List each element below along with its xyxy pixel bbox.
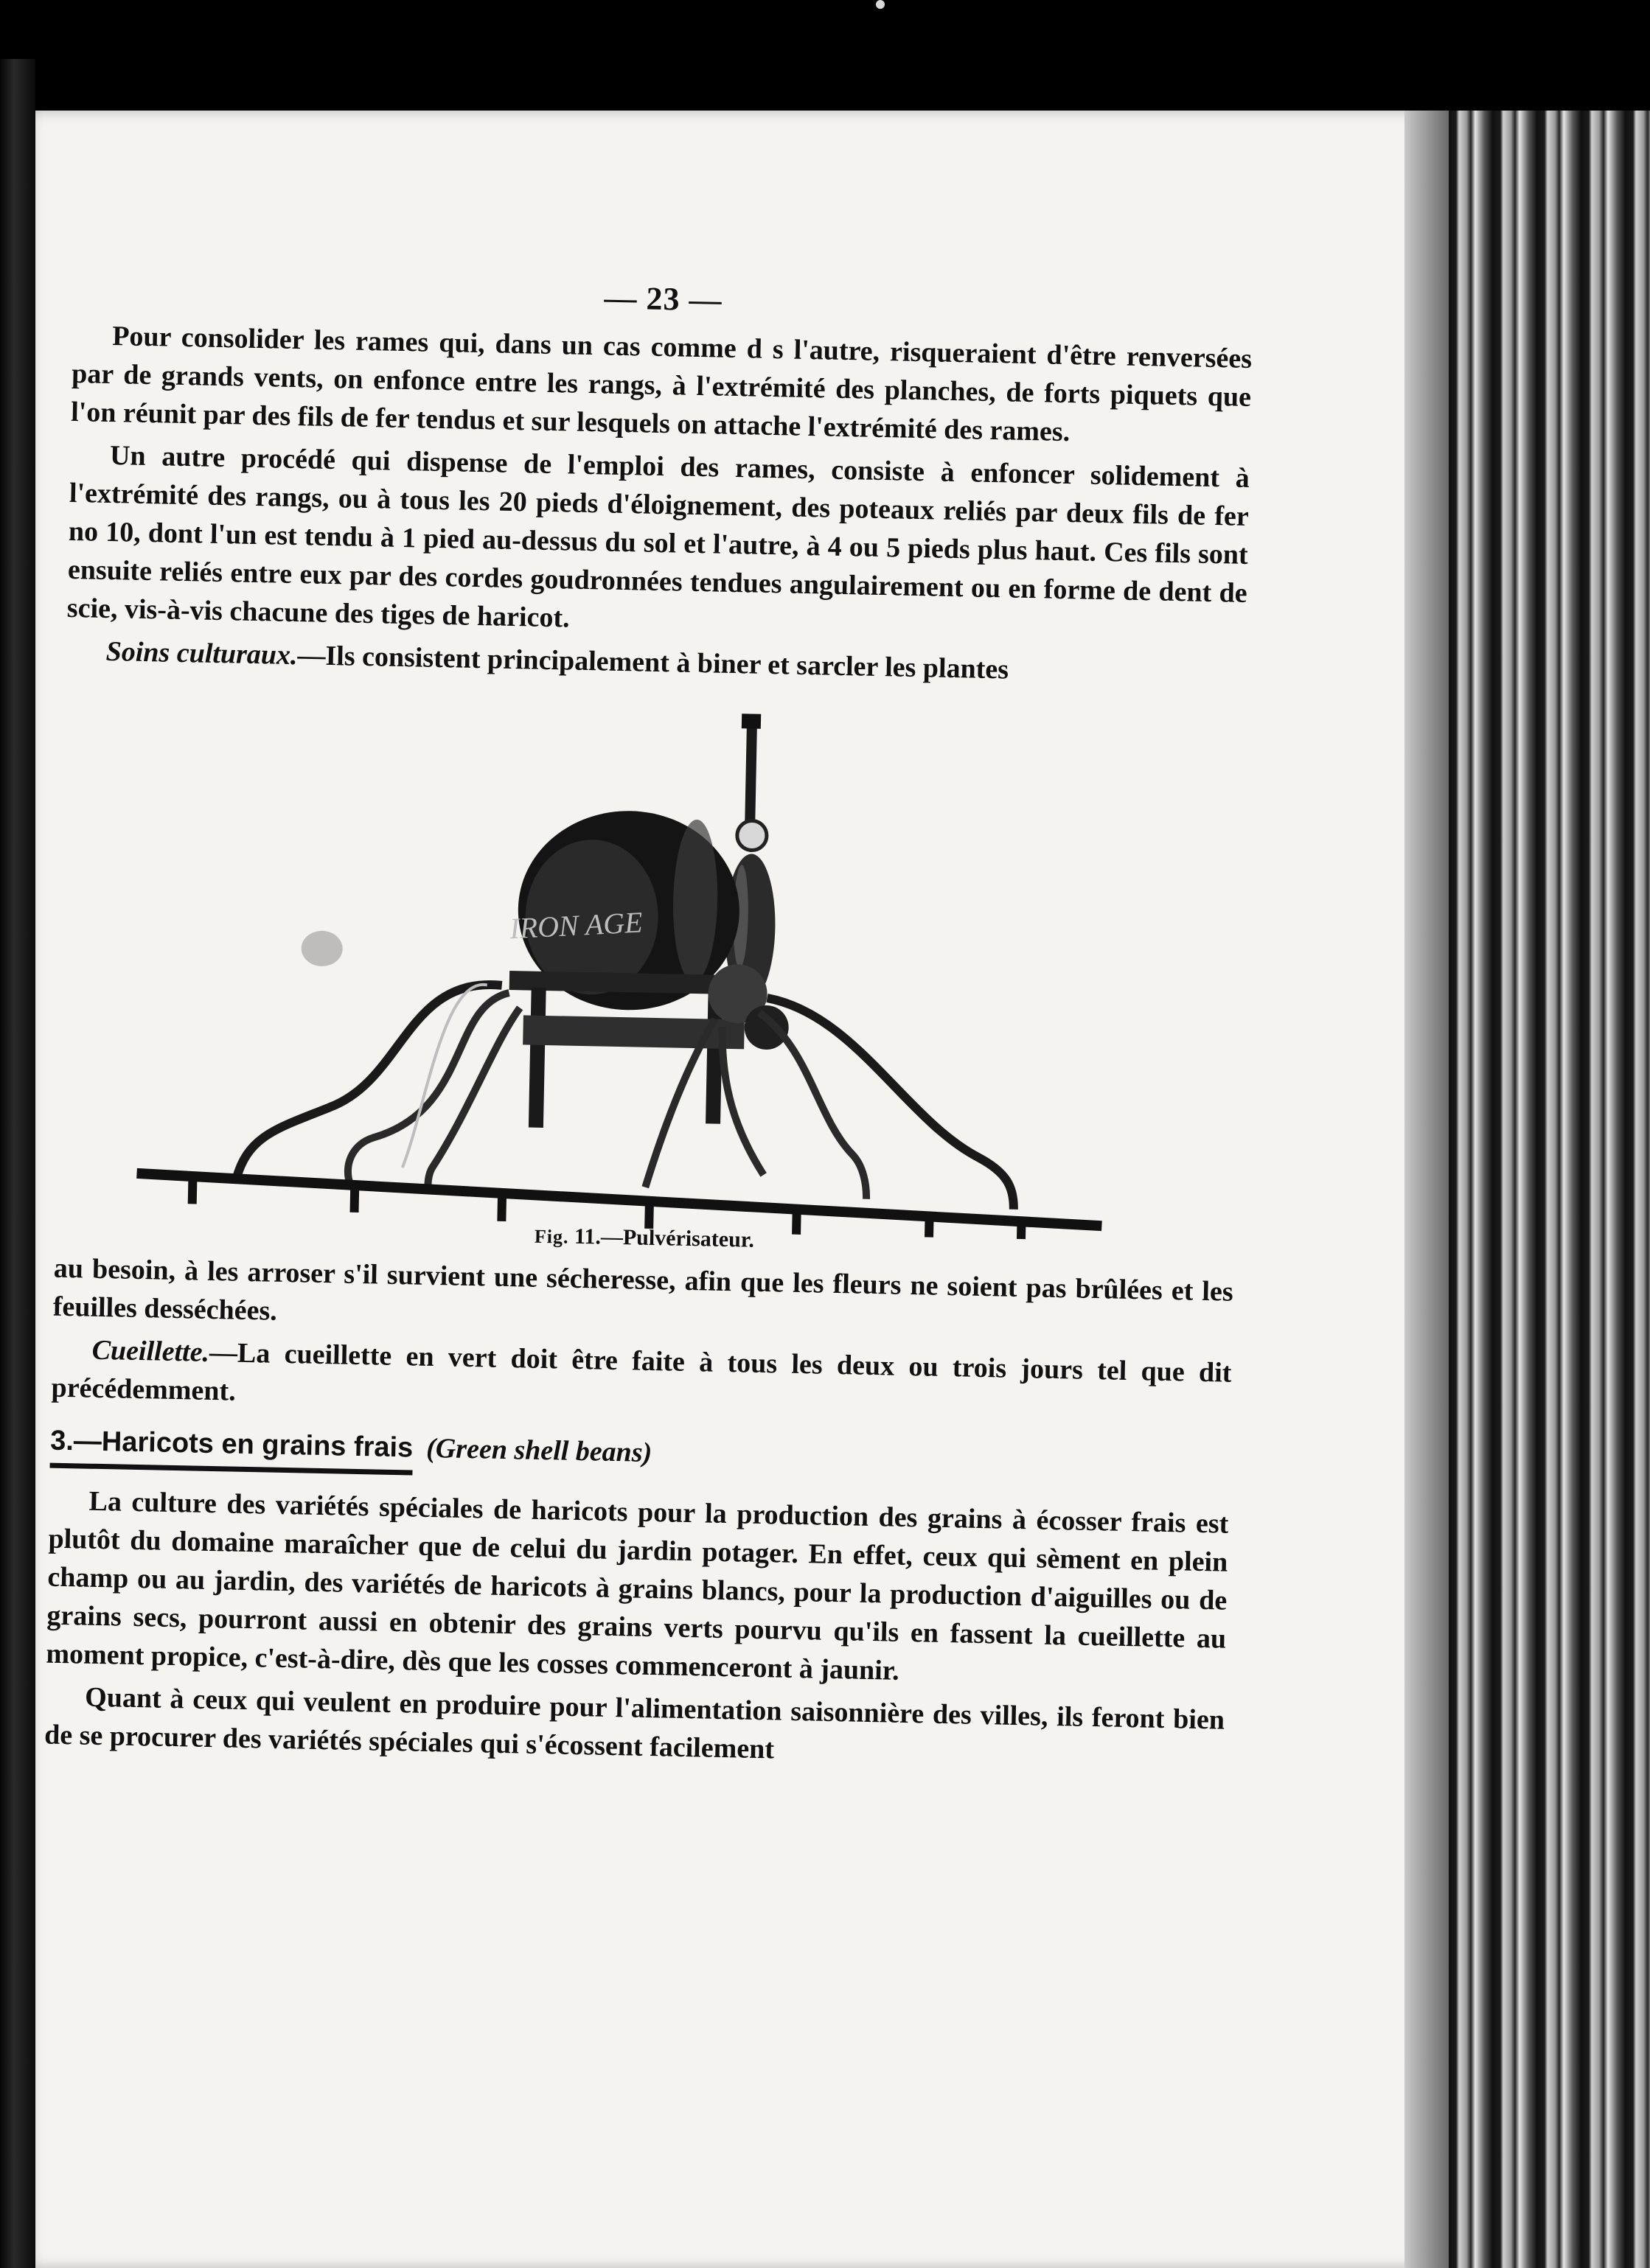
soins-text: —Ils consistent principalement à biner et sarcler les plantes [297, 640, 1009, 685]
section-heading [49, 1420, 1230, 1492]
figure-sprayer [54, 689, 1245, 1273]
caption-prefix: Fig. [534, 1225, 569, 1248]
section-english-title: (Green shell beans) [425, 1432, 652, 1469]
section-title: 3.—Haricots en grains frais [49, 1420, 413, 1476]
paragraph-besoin: au besoin, à les arroser s'il survient une sécheresse, afin que les fleurs ne soient pas brûlées et les feuilles desséchées. [52, 1252, 1234, 1327]
page-number: — 23 — [604, 279, 723, 318]
paragraph-rames: Pour consolider les rames qui, dans un cas comme d s l'autre, risqueraient d'être renversées par de grands vents, on enfonce entre les rangs, à l'extrémité des planches, de forts piquets que l'on réunit par des fils de fer tendus et sur lesquels on attache l'extrémité des rames. [70, 321, 1253, 448]
cueillette-label: Cueillette. [91, 1334, 210, 1368]
paragraph-procede: Un autre procédé qui dispense de l'emploi des rames, consiste à enfoncer solidement à l'extrémité des rangs, ou à tous les 20 pieds d'éloignement, des poteaux reliés par deux fils de fer no 10, dont l'un est tendu à 1 pied au-dessus du sol et l'autre, à 4 ou 5 pieds plus haut. Ces fils sont ensuite reliés entre eux par des cordes goudronnées tendues angulairement ou en forme de dent de scie, vis-à-vis chacune des tiges de haricot. [66, 439, 1250, 634]
scan-speck [876, 0, 885, 9]
paragraph-culture: La culture des variétés spéciales de haricots pour la production des grains à écosser frais est plutôt du domaine maraîcher que de celui du jardin potager. En effet, ceux qui sèment en plein champ ou au jardin, des variétés de haricots à grains blancs, pour la production d'aiguilles ou de grains secs, pourront aussi en obtenir des grains verts pourvu qu'ils en fassent la cueillette au moment propice, c'est-à-dire, dès que les cosses commenceront à jaunir. [46, 1485, 1229, 1686]
cueillette-text: —La cueillette en vert doit être faite à tous les deux ou trois jours tel que dit précédemment. [51, 1336, 1232, 1407]
caption-text: 11.—Pulvérisateur. [568, 1224, 755, 1252]
page-content [44, 268, 1253, 1778]
scan-border [0, 59, 35, 2268]
paragraph-quant: Quant à ceux qui veulent en produire pour l'alimentation saisonnière des villes, ils feront bien de se procurer des variétés spéciales qui s'écossent facilement [43, 1681, 1225, 1765]
soins-label: Soins culturaux. [105, 635, 298, 671]
sprayer-illustration [55, 689, 1245, 1243]
page-gutter-shadow [1404, 111, 1449, 2268]
tank-label: IRON AGE [509, 905, 644, 946]
